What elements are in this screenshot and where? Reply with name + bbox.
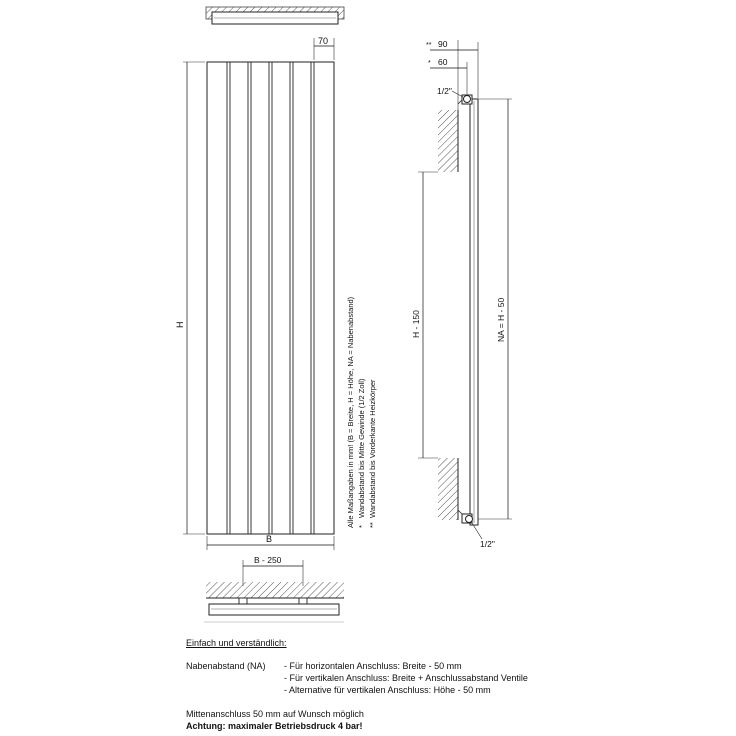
notes-spacer (186, 696, 726, 708)
dim-b-label: B (266, 534, 273, 544)
legend-line-2: Wandabstand bis Mitte Gewinde (1/2 Zoll) (357, 378, 366, 518)
notes-block (186, 637, 726, 732)
dim-h150-label: H - 150 (411, 310, 421, 338)
side-view (411, 39, 512, 549)
na-label-spacer (186, 672, 284, 684)
legend-line-1: Alle Maßangaben in mm! (B = Breite, H = Höhe, NA = Nabenabstand) (346, 296, 355, 528)
dim-60-label: 60 (438, 57, 448, 67)
na-rule-3: - Alternative für vertikalen Anschluss: Höhe - 50 mm (284, 685, 491, 695)
pressure-warning: Achtung: maximaler Betriebsdruck 4 bar! (186, 721, 363, 731)
na-rule-row-2 (186, 672, 726, 684)
dim-70-label: 70 (318, 36, 329, 46)
dim-60-mark: * (428, 60, 431, 67)
bottom-plan-view (204, 555, 344, 622)
dim-h-label: H (175, 321, 185, 328)
legend-mark-1: * (357, 525, 366, 528)
na-rule-row-1 (186, 660, 726, 672)
na-rule-row-3 (186, 684, 726, 696)
thread-bottom-label: 1/2" (480, 539, 495, 549)
na-rule-2: - Für vertikalen Anschluss: Breite + Anschlussabstand Ventile (284, 673, 528, 683)
dim-na-label: NA = H - 50 (496, 297, 506, 342)
na-rule-1: - Für horizontalen Anschluss: Breite - 50 mm (284, 661, 462, 671)
vertical-legend (346, 296, 377, 528)
front-view (175, 36, 334, 550)
dim-b250-label: B - 250 (254, 555, 282, 565)
na-label: Nabenabstand (NA) (186, 661, 266, 671)
legend-line-3: Wandabstand bis Vorderkante Heizkörper (368, 379, 377, 518)
legend-mark-2: ** (368, 522, 377, 528)
middle-connection-note: Mittenanschluss 50 mm auf Wunsch möglich (186, 709, 364, 719)
dim-90-label: 90 (438, 39, 448, 49)
dim-90-mark: ** (426, 42, 432, 49)
thread-top-label: 1/2" (437, 86, 452, 96)
notes-heading: Einfach und verständlich: (186, 638, 287, 648)
top-plan-view (206, 7, 344, 24)
na-label-spacer (186, 684, 284, 696)
